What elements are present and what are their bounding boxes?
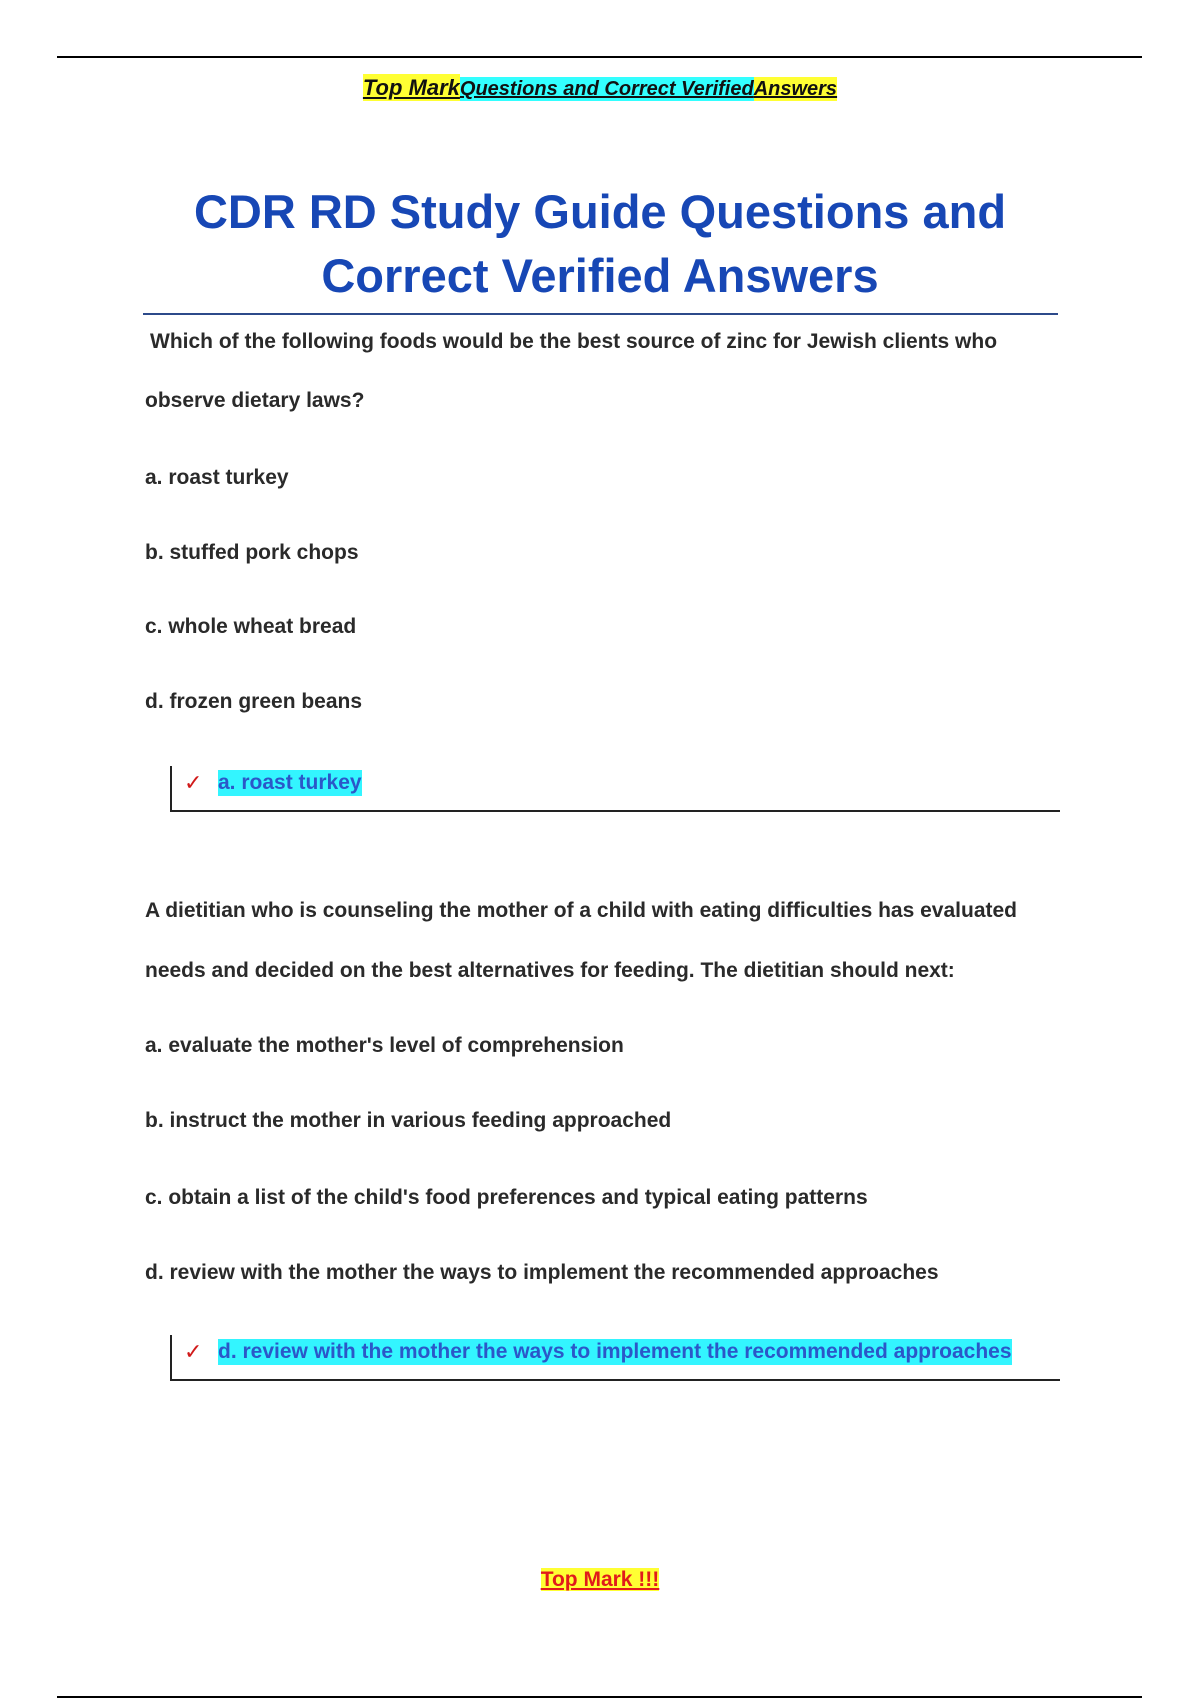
question-2-option-c: c. obtain a list of the child's food preferences and typical eating patterns — [145, 1186, 868, 1209]
checkmark-icon: ✓ — [184, 1339, 203, 1364]
question-1-stem-line-1: Which of the following foods would be the best source of zinc for Jewish clients who — [150, 330, 998, 353]
question-1-option-b: b. stuffed pork chops — [145, 541, 359, 564]
question-1-answer: a. roast turkey — [218, 771, 362, 794]
title-line-1: CDR RD Study Guide Questions and — [193, 185, 1007, 238]
checkmark-icon: ✓ — [184, 770, 203, 795]
question-2-option-b: b. instruct the mother in various feeding approached — [145, 1109, 672, 1132]
question-2-answer: d. review with the mother the ways to implement the recommended approaches — [218, 1340, 1012, 1363]
document-title — [140, 180, 1060, 308]
running-header — [0, 72, 1200, 105]
footer-mark — [0, 1568, 1200, 1592]
question-1-answer-box — [170, 766, 1060, 812]
question-2-stem-line-2: needs and decided on the best alternatives for feeding. The dietitian should next: — [145, 959, 955, 982]
question-1-option-d: d. frozen green beans — [145, 690, 363, 713]
header-subtitle: Questions and Correct Verified — [459, 78, 754, 100]
header-brand: Top Mark — [362, 75, 460, 100]
footer-label: Top Mark !!! — [540, 1568, 660, 1591]
question-2-stem-line-1: A dietitian who is counseling the mother of a child with eating difficulties has evaluated — [145, 899, 1018, 922]
top-rule — [57, 56, 1142, 58]
header-subtitle-end: Answers — [753, 78, 838, 100]
question-1-stem-line-2: observe dietary laws? — [145, 389, 365, 412]
question-1-option-a: a. roast turkey — [145, 466, 289, 489]
question-2-option-a: a. evaluate the mother's level of comprehension — [145, 1034, 624, 1057]
title-line-2: Correct Verified Answers — [321, 249, 879, 302]
title-underline — [143, 313, 1058, 315]
question-2-option-d: d. review with the mother the ways to implement the recommended approaches — [145, 1261, 939, 1284]
bottom-rule — [57, 1696, 1142, 1698]
question-1-option-c: c. whole wheat bread — [145, 615, 357, 638]
question-2-answer-box — [170, 1335, 1060, 1381]
